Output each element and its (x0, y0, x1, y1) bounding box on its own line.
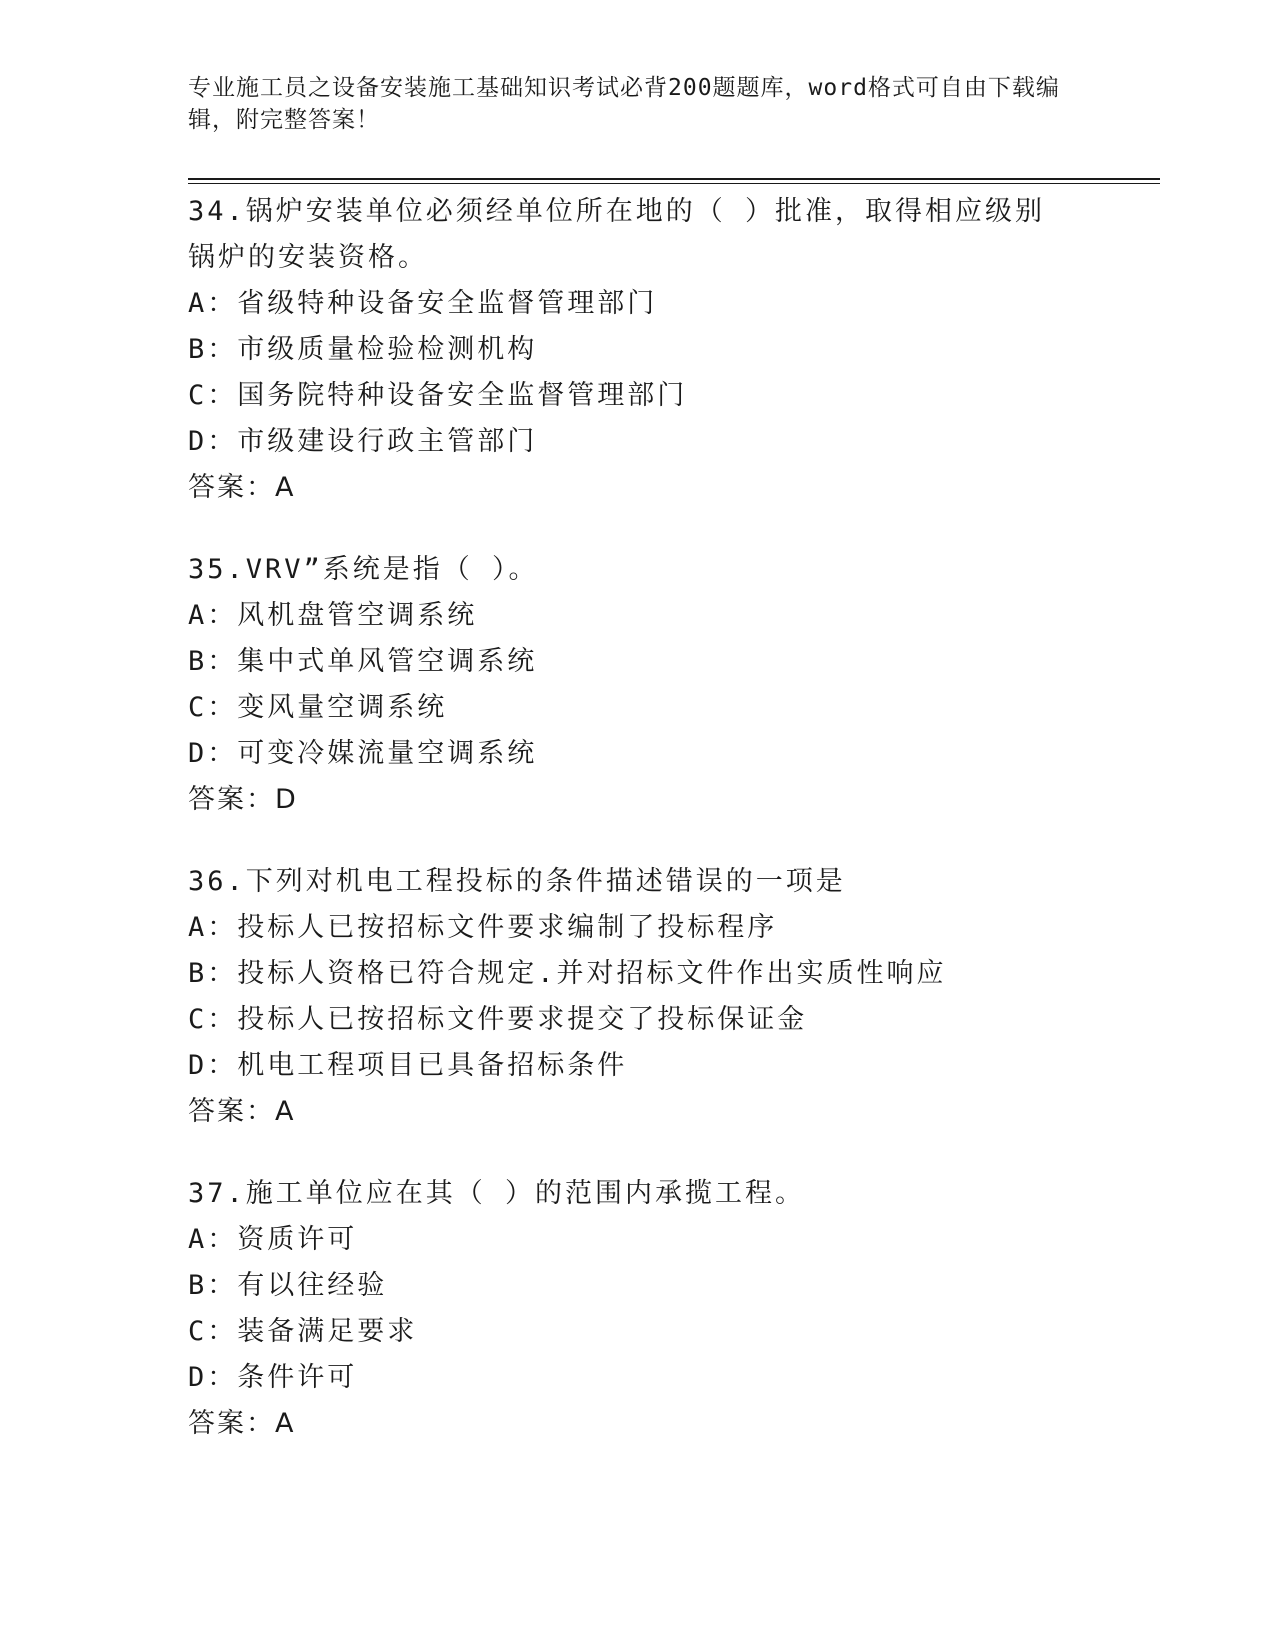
answer-label: 答案：A (188, 472, 296, 503)
question-stem: 35.VRV”系统是指（ ）。 (188, 554, 539, 585)
question-37 (188, 1171, 1088, 1447)
question-stem: 34.锅炉安装单位必须经单位所在地的（ ）批准，取得相应级别锅炉的安装资格。 (188, 196, 1046, 273)
answer-label: 答案：A (188, 1096, 296, 1127)
option-a: A：风机盘管空调系统 (188, 600, 478, 631)
header-divider-thin (188, 183, 1160, 184)
option-a: A：投标人已按招标文件要求编制了投标程序 (188, 912, 778, 943)
option-b: B：投标人资格已符合规定.并对招标文件作出实质性响应 (188, 958, 947, 989)
option-c: C：投标人已按招标文件要求提交了投标保证金 (188, 1004, 808, 1035)
option-d: D：机电工程项目已具备招标条件 (188, 1050, 628, 1081)
option-d: D：条件许可 (188, 1362, 358, 1393)
header-divider-thick (188, 178, 1160, 180)
option-a: A：省级特种设备安全监督管理部门 (188, 288, 658, 319)
question-34 (188, 189, 1088, 511)
option-d: D：市级建设行政主管部门 (188, 426, 538, 457)
option-c: C：国务院特种设备安全监督管理部门 (188, 380, 688, 411)
question-list (188, 189, 1088, 1483)
answer-label: 答案：A (188, 1408, 296, 1439)
option-d: D：可变冷媒流量空调系统 (188, 738, 538, 769)
question-stem: 36.下列对机电工程投标的条件描述错误的一项是 (188, 866, 846, 897)
question-stem: 37.施工单位应在其（ ）的范围内承揽工程。 (188, 1178, 806, 1209)
question-35 (188, 547, 1088, 823)
document-header: 专业施工员之设备安装施工基础知识考试必背200题题库，word格式可自由下载编辑，附完整答案！ (188, 75, 1060, 133)
option-c: C：变风量空调系统 (188, 692, 448, 723)
question-36 (188, 859, 1088, 1135)
option-a: A：资质许可 (188, 1224, 358, 1255)
option-b: B：集中式单风管空调系统 (188, 646, 538, 677)
option-b: B：市级质量检验检测机构 (188, 334, 538, 365)
option-c: C：装备满足要求 (188, 1316, 418, 1347)
answer-label: 答案：D (188, 784, 298, 815)
option-b: B：有以往经验 (188, 1270, 388, 1301)
